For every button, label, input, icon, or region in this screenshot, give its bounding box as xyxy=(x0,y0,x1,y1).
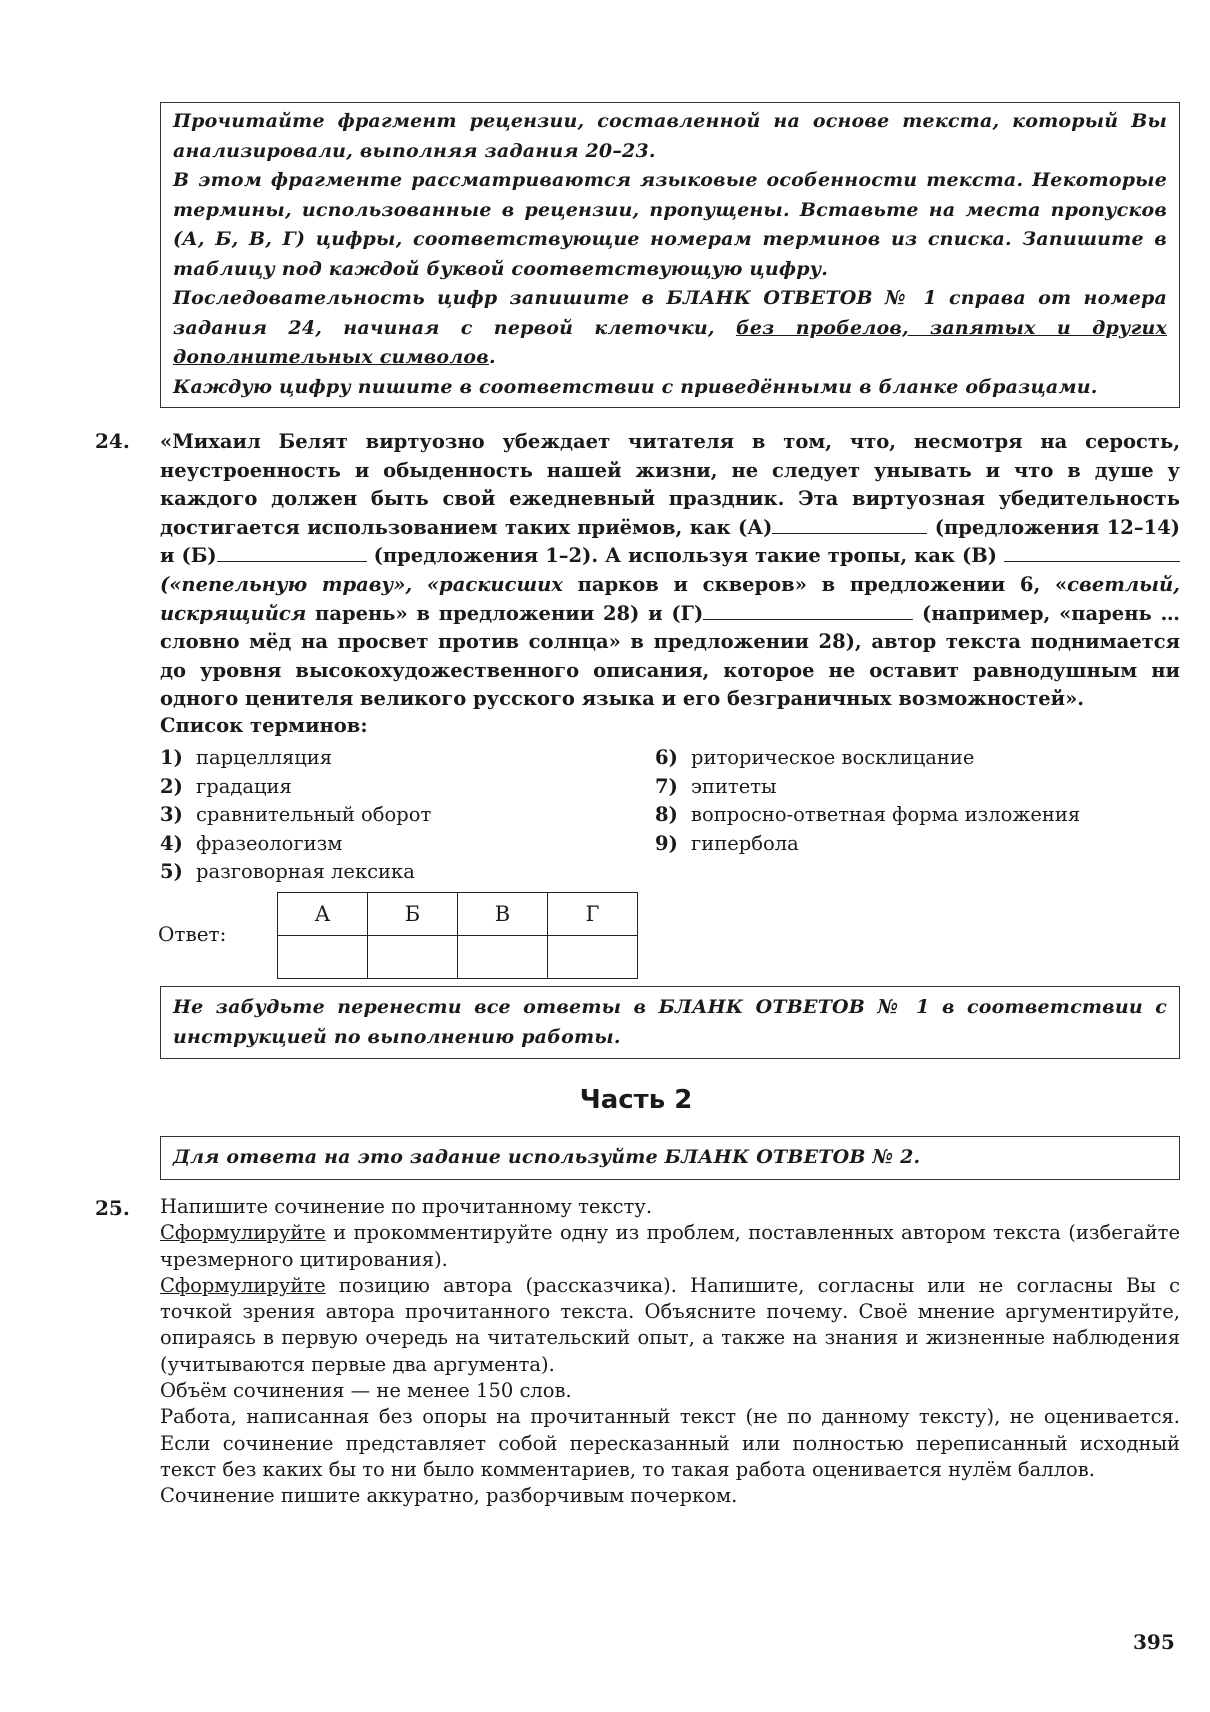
page-number: 395 xyxy=(1133,1630,1175,1654)
task-25-number: 25. xyxy=(95,1196,130,1220)
task-25-p1: Напишите сочинение по прочитанному тексту. xyxy=(160,1195,653,1218)
task-25-p5: Работа, написанная без опоры на прочитанный текст (не по данному тексту), не оценивается. Если сочинение представляет собой пересказанный или полностью переписанный исходный текст без каких бы то ни было комментариев, то такая работа оценивается нулём баллов. xyxy=(160,1405,1180,1481)
term-item: 3) сравнительный оборот xyxy=(160,803,432,826)
instruction-p4: Каждую цифру пишите в соответствии с приведёнными в бланке образцами. xyxy=(173,375,1098,398)
blank-a xyxy=(772,517,927,534)
answer-header-a: А xyxy=(278,893,368,936)
term-item: 7) эпитеты xyxy=(655,774,777,798)
task-25-p3: Сформулируйте позицию автора (рассказчика). Напишите, согласны или не согласны Вы с точкой зрения автора прочитанного текста. Объясните почему. Своё мнение аргументируйте, опираясь в первую очередь на читательский опыт, а также на знания и жизненные наблюдения (учитываются первые два аргумента). xyxy=(160,1273,1180,1376)
answer-cell-g[interactable] xyxy=(548,936,638,979)
term-item: 1) парцелляция xyxy=(160,746,333,769)
instruction-p3: Последовательность цифр запишите в БЛАНК ОТВЕТОВ № 1 справа от номера задания 24, начиная с первой клеточки, без пробелов, запятых и других дополнительных символов. xyxy=(173,287,1167,368)
term-item: 5) разговорная лексика xyxy=(160,860,415,883)
task-25-p4: Объём сочинения — не менее 150 слов. xyxy=(160,1379,572,1403)
part-2-note-box: Для ответа на это задание используйте БЛАНК ОТВЕТОВ № 2. xyxy=(160,1136,1180,1180)
answer-header-b: Б xyxy=(368,893,458,936)
terms-list-right xyxy=(655,744,1080,858)
answer-cell-a[interactable] xyxy=(278,936,368,979)
term-item: 6) риторическое восклицание xyxy=(655,746,975,769)
answer-table xyxy=(277,892,638,979)
terms-list-left xyxy=(160,744,431,887)
answer-header-v: В xyxy=(458,893,548,936)
task-25-p6: Сочинение пишите аккуратно, разборчивым почерком. xyxy=(160,1484,738,1508)
answer-label: Ответ: xyxy=(158,922,227,946)
blank-v xyxy=(1004,545,1180,562)
blank-b xyxy=(217,545,367,562)
term-item: 8) вопросно-ответная форма изложения xyxy=(655,803,1081,826)
term-item: 9) гипербола xyxy=(655,831,799,855)
term-item: 4) фразеологизм xyxy=(160,831,343,855)
task-25-p2: Сформулируйте и прокомментируйте одну из проблем, поставленных автором текста (избегайте чрезмерного цитирования). xyxy=(160,1221,1180,1271)
terms-title: Список терминов: xyxy=(160,714,368,737)
instruction-p2: В этом фрагменте рассматриваются языковые особенности текста. Некоторые термины, использованные в рецензии, пропущены. Вставьте на места пропусков (А, Б, В, Г) цифры, соответствующие номерам терминов из списка. Запишите в таблицу под каждой буквой соответствующую цифру. xyxy=(173,169,1167,280)
answer-header-g: Г xyxy=(548,893,638,936)
instructions-box xyxy=(160,102,1180,408)
underlined-rule: без пробелов, запятых и других дополнительных символов xyxy=(173,316,1167,368)
reminder-box: Не забудьте перенести все ответы в БЛАНК ОТВЕТОВ № 1 в соответствии с инструкцией по выполнению работы. xyxy=(160,986,1180,1059)
part-2-heading: Часть 2 xyxy=(579,1085,693,1115)
task-25-text xyxy=(160,1194,1180,1510)
term-item: 2) градация xyxy=(160,774,292,798)
answer-cell-b[interactable] xyxy=(368,936,458,979)
answer-cell-v[interactable] xyxy=(458,936,548,979)
instruction-p1: Прочитайте фрагмент рецензии, составленной на основе текста, который Вы анализировали, выполняя задания 20–23. xyxy=(173,110,1167,162)
task-24-number: 24. xyxy=(95,429,130,453)
blank-g xyxy=(703,603,913,620)
task-24-text: «Михаил Белят виртуозно убеждает читателя в том, что, несмотря на серость, неустроенность и обыденность нашей жизни, не следует унывать и что в душе у каждого должен быть свой ежедневный праздник. Эта виртуозная убедительность достигается использованием таких приёмов, как (А) (предложения 12–14) и (Б) (предложения 1–2). А используя такие тропы, как (В) («пепельную траву», «раскисших парков и скверов» в предложении 6, «светлый, искрящийся парень» в предложении 28) и (Г) (например, «парень … словно мёд на просвет против солнца» в предложении 28), автор текста поднимается до уровня высокохудожественного описания, которое не оставит равнодушным ни одного ценителя великого русского языка и его безграничных возможностей». xyxy=(160,430,1180,711)
